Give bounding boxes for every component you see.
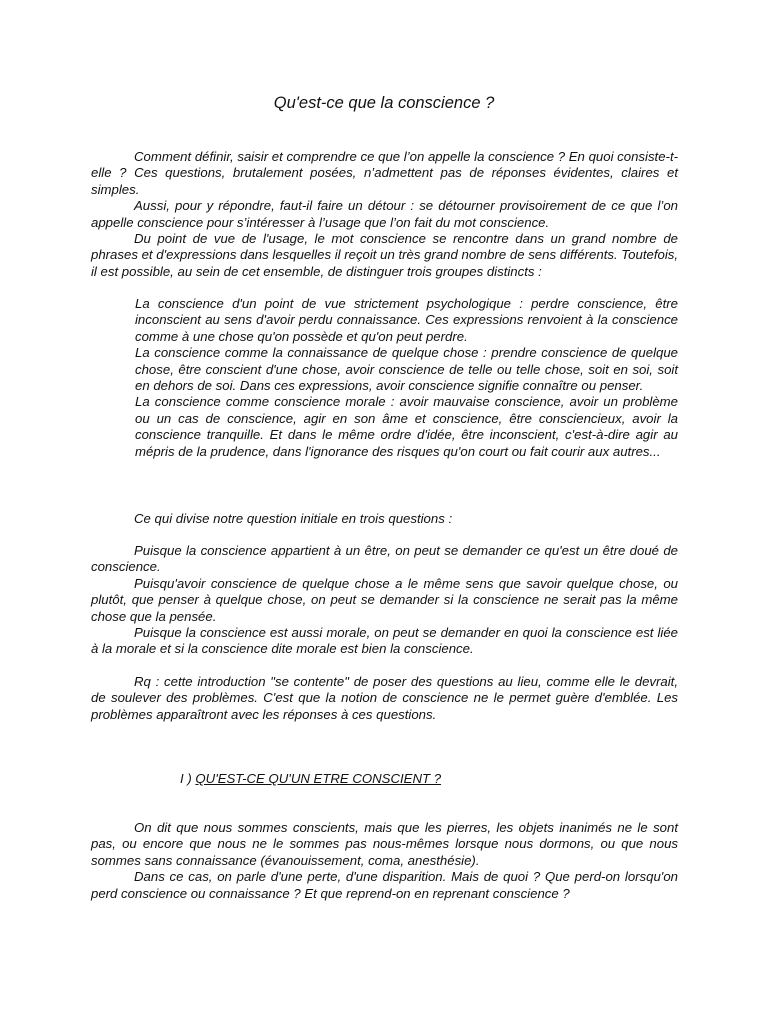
meaning-group-item: La conscience d'un point de vue strictement psychologique : perdre conscience, être inconscient au sens d'avoir perdu connaissance. Ces expressions renvoient à la conscience comme à une chose qu'on possède et qu'on peut perdre. <box>135 296 678 344</box>
section-number: I ) <box>180 771 192 786</box>
division-line: Ce qui divise notre question initiale en trois questions : <box>134 511 453 526</box>
intro-paragraph: Aussi, pour y répondre, faut-il faire un détour : se détourner provisoirement de ce que l’on appelle conscience pour s’intéresser à l’usage que l’on fait du mot conscience. <box>91 198 678 230</box>
meaning-group-item: La conscience comme conscience morale : avoir mauvaise conscience, avoir un problème ou un cas de conscience, agir en son âme et conscience, être consciencieux, avoir la conscience tranquille. Et dans le même ordre d'idée, être inconscient, c'est-à-dire agir au mépris de la prudence, dans l'ignorance des risques qu'on court ou fait courir aux autres... <box>135 394 678 459</box>
page-title: Qu'est-ce que la conscience ? <box>273 94 495 112</box>
questions-section <box>91 543 678 658</box>
intro-section <box>91 149 678 280</box>
meaning-group-item: La conscience comme la connaissance de quelque chose : prendre conscience de quelque chose, être conscient d'une chose, avoir conscience de telle ou telle chose, soit en soi, soit en dehors de soi. Dans ces expressions, avoir conscience signifie connaître ou penser. <box>135 345 678 394</box>
remark-section <box>91 674 678 723</box>
intro-paragraph: Du point de vue de l'usage, le mot conscience se rencontre dans un grand nombre de phrases et d'expressions dans lesquelles il reçoit un très grand nombre de sens différents. Toutefois, il est possible, au sein de cet ensemble, de distinguer trois groupes distincts : <box>91 231 679 279</box>
section-paragraph: Dans ce cas, on parle d'une perte, d'une disparition. Mais de quoi ? Que perd-on lorsqu'on perd conscience ou connaissance ? Et que reprend-on en reprenant conscience ? <box>91 869 678 901</box>
intro-paragraph: Comment définir, saisir et comprendre ce que l’on appelle la conscience ? En quoi consiste-t-elle ? Ces questions, brutalement posées, n’admettent pas de réponses évidentes, claires et simples. <box>91 149 678 197</box>
meaning-groups-list <box>135 296 678 460</box>
question-paragraph: Puisque la conscience appartient à un être, on peut se demander ce qu'est un être doué de conscience. <box>91 543 678 575</box>
section-paragraph: On dit que nous sommes conscients, mais que les pierres, les objets inanimés ne le sont pas, ou encore que nous ne le sommes pas nous-mêmes lorsque nous dormons, ou que nous sommes sans connaissance (évanouissement, coma, anesthésie). <box>91 820 678 868</box>
section-title: QU'EST-CE QU'UN ETRE CONSCIENT ? <box>195 771 442 786</box>
question-paragraph: Puisque la conscience est aussi morale, on peut se demander en quoi la conscience est liée à la morale et si la conscience dite morale est bien la conscience. <box>91 625 678 657</box>
section-body <box>91 820 678 902</box>
section-heading <box>180 771 441 787</box>
question-paragraph: Puisqu'avoir conscience de quelque chose a le même sens que savoir quelque chose, ou plutôt, que penser à quelque chose, on peut se demander si la conscience ne serait pas la même chose que la pensée. <box>91 575 678 624</box>
remark-paragraph: Rq : cette introduction "se contente" de poser des questions au lieu, comme elle le devrait, de soulever des problèmes. C'est que la notion de conscience ne le permet guère d'emblée. Les problèmes apparaîtront avec les réponses à ces questions. <box>91 674 678 722</box>
